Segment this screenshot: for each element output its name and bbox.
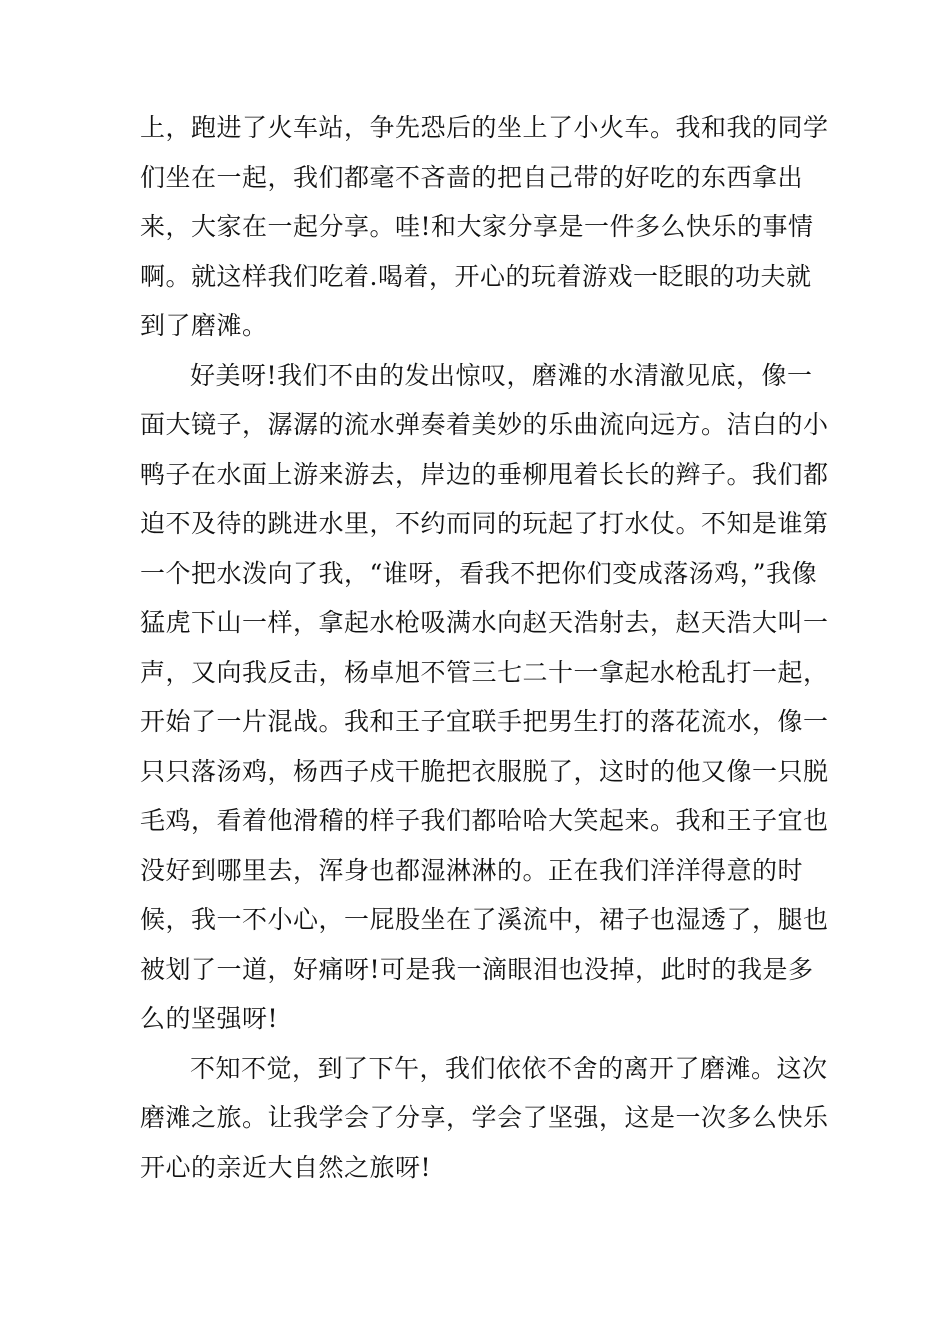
document-body bbox=[140, 103, 830, 1192]
paragraph-3: 不知不觉，到了下午，我们依依不舍的离开了磨滩。这次磨滩之旅。让我学会了分享，学会了坚强，这是一次多么快乐开心的亲近大自然之旅呀! bbox=[140, 1053, 829, 1182]
paragraph-1: 上，跑进了火车站，争先恐后的坐上了小火车。我和我的同学们坐在一起，我们都毫不吝啬的把自己带的好吃的东西拿出来，大家在一起分享。哇!和大家分享是一件多么快乐的事情啊。就这样我们吃着.喝着，开心的玩着游戏一眨眼的功夫就到了磨滩。 bbox=[140, 113, 829, 340]
paragraph-2: 好美呀!我们不由的发出惊叹，磨滩的水清澈见底，像一面大镜子，潺潺的流水弹奏着美妙的乐曲流向远方。洁白的小鸭子在水面上游来游去，岸边的垂柳甩着长长的辫子。我们都迫不及待的跳进水里，不约而同的玩起了打水仗。不知是谁第一个把水泼向了我，“谁呀，看我不把你们变成落汤鸡，”我像猛虎下山一样，拿起水枪吸满水向赵天浩射去，赵天浩大叫一声，又向我反击，杨卓旭不管三七二十一拿起水枪乱打一起，开始了一片混战。我和王子宜联手把男生打的落花流水，像一只只落汤鸡，杨西子戍干脆把衣服脱了，这时的他又像一只脱毛鸡，看着他滑稽的样子我们都哈哈大笑起来。我和王子宜也没好到哪里去，浑身也都湿淋淋的。正在我们洋洋得意的时候，我一不小心，一屁股坐在了溪流中，裙子也湿透了，腿也被划了一道，好痛呀!可是我一滴眼泪也没掉，此时的我是多么的坚强呀! bbox=[140, 360, 829, 1033]
